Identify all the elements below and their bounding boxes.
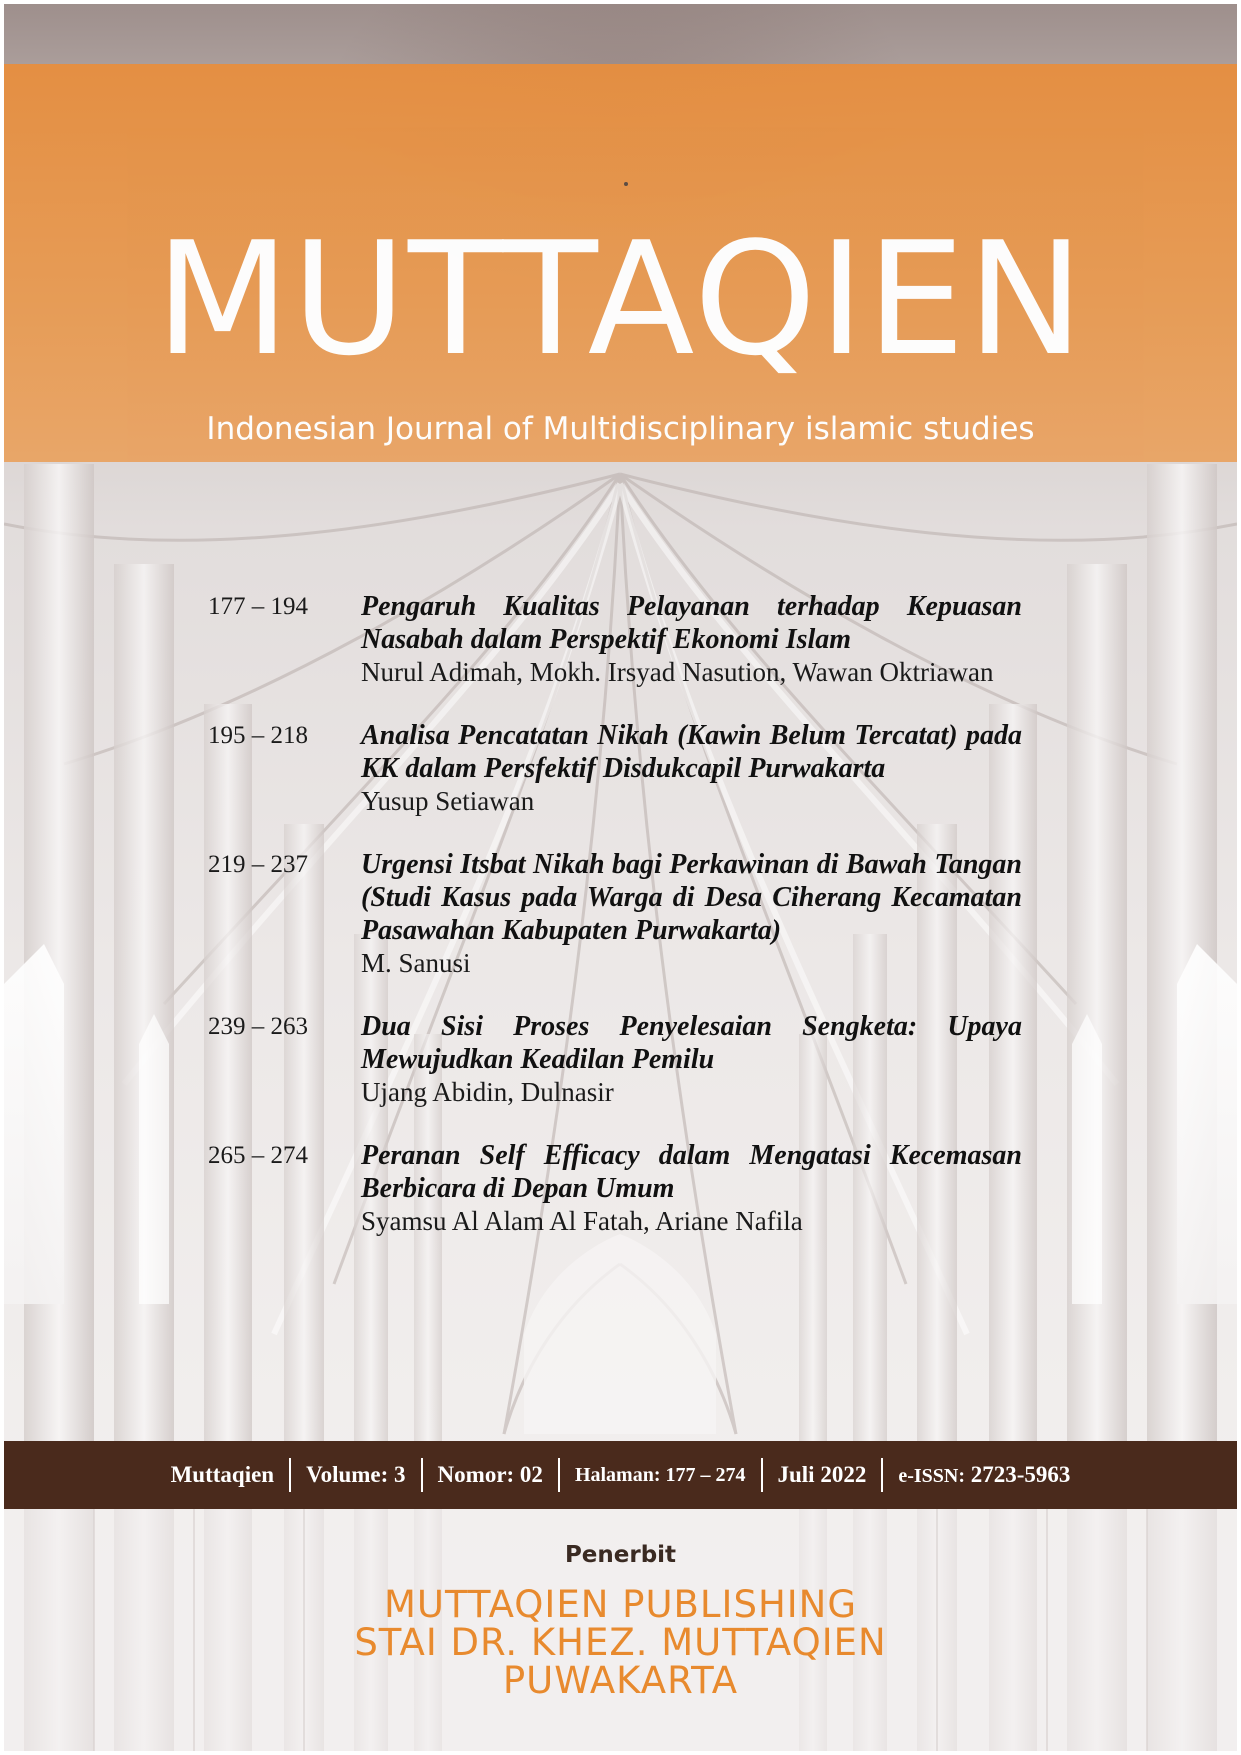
article-authors: Syamsu Al Alam Al Fatah, Ariane Nafila: [361, 1206, 803, 1236]
info-issn-number: 2723-5963: [970, 1462, 1071, 1487]
article-title: Analisa Pencatatan Nikah (Kawin Belum Tercatat) pada KK dalam Persfektif Disdukcapil Purwakarta: [361, 720, 1022, 784]
article-title: Peranan Self Efficacy dalam Mengatasi Kecemasan Berbicara di Depan Umum: [361, 1140, 1022, 1204]
info-date: Juli 2022: [777, 1462, 867, 1487]
toc-page-range: 177 – 194: [208, 593, 308, 620]
info-issn: [883, 1462, 1085, 1488]
publisher-label: Penerbit: [564, 1542, 677, 1568]
toc-entry: [208, 719, 1022, 818]
issue-info-bar: [4, 1441, 1237, 1509]
article-authors: Yusup Setiawan: [361, 786, 535, 816]
info-volume: Volume: 3: [306, 1462, 406, 1487]
journal-subtitle: Indonesian Journal of Multidisciplinary islamic studies: [206, 411, 1035, 447]
publisher-name-line3: PUWAKARTA: [502, 1659, 739, 1702]
article-authors: Nurul Adimah, Mokh. Irsyad Nasution, Wawan Oktriawan: [361, 657, 994, 687]
article-title: Urgensi Itsbat Nikah bagi Perkawinan di Bawah Tangan (Studi Kasus pada Warga di Desa Ciherang Kecamatan Pasawahan Kabupaten Purwakarta): [361, 849, 1022, 946]
toc-entry: [208, 1010, 1022, 1109]
toc-page-range: 219 – 237: [208, 851, 308, 878]
info-number: Nomor: 02: [437, 1462, 543, 1487]
toc-page-range: 265 – 274: [208, 1142, 308, 1169]
info-journal-name: Muttaqien: [170, 1462, 275, 1487]
toc-page-range: 239 – 263: [208, 1013, 308, 1040]
toc-entry: [208, 590, 1022, 689]
toc-entry: [208, 848, 1022, 980]
info-pages: Halaman: 177 – 274: [574, 1463, 746, 1486]
article-authors: M. Sanusi: [361, 948, 471, 978]
toc-entry: [208, 1139, 1022, 1238]
info-issn-prefix: e-ISSN:: [898, 1465, 965, 1487]
publisher-name-line2: STAI DR. KHEZ. MUTTAQIEN: [354, 1621, 887, 1664]
journal-cover: [4, 4, 1237, 1751]
masthead-banner: [4, 64, 1237, 462]
toc-page-range: 195 – 218: [208, 722, 308, 749]
article-title: Dua Sisi Proses Penyelesaian Sengketa: Upaya Mewujudkan Keadilan Pemilu: [361, 1011, 1022, 1075]
publisher-name-line1: MUTTAQIEN PUBLISHING: [383, 1583, 858, 1626]
publisher-block: [4, 1540, 1237, 1700]
article-title: Pengaruh Kualitas Pelayanan terhadap Kepuasan Nasabah dalam Perspektif Ekonomi Islam: [361, 591, 1022, 655]
table-of-contents: [208, 590, 1022, 1268]
article-authors: Ujang Abidin, Dulnasir: [361, 1077, 614, 1107]
journal-title: MUTTAQIEN: [155, 208, 1086, 390]
decorative-dot: [624, 182, 628, 186]
